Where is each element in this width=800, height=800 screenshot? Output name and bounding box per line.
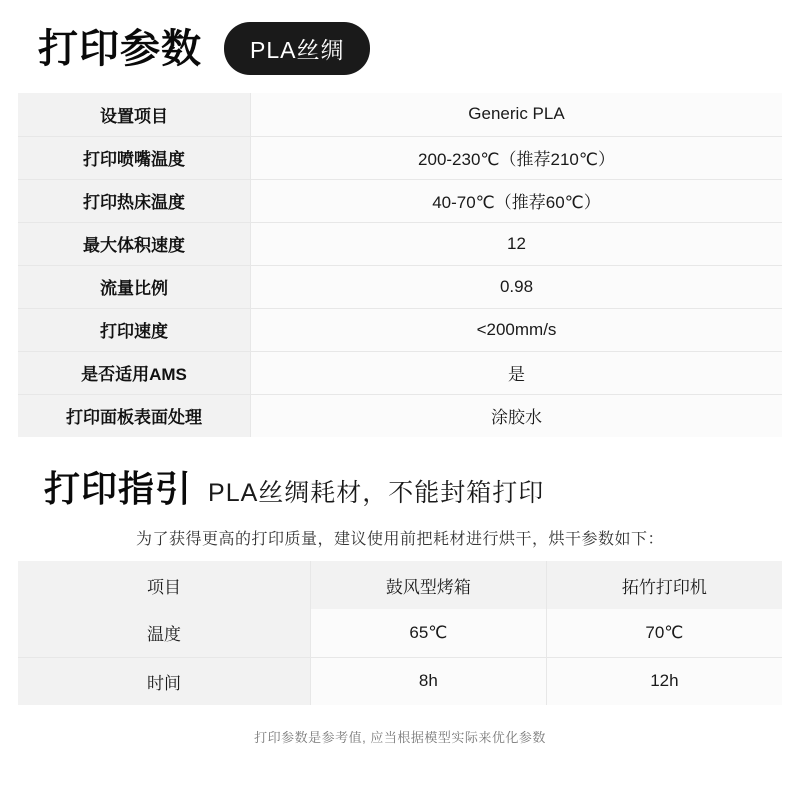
param-value: 12 bbox=[251, 222, 783, 265]
dry-row-printer-value: 12h bbox=[650, 671, 679, 691]
dry-header-item: 项目 bbox=[18, 561, 311, 609]
param-value: 是 bbox=[251, 351, 783, 394]
param-value: <200mm/s bbox=[251, 308, 783, 351]
guide-header bbox=[0, 437, 800, 512]
dry-row-oven-value: 8h bbox=[311, 657, 547, 705]
param-label: 流量比例 bbox=[18, 265, 251, 308]
dry-header-oven: 鼓风型烤箱 bbox=[311, 561, 547, 609]
page-title: 打印参数 bbox=[38, 26, 202, 71]
dry-row-printer-value: 70℃ bbox=[546, 609, 782, 657]
table-row bbox=[18, 265, 782, 308]
param-value: 0.98 bbox=[251, 265, 783, 308]
param-value: 40-70℃（推荐60℃） bbox=[251, 179, 783, 222]
guide-subtitle: PLA丝绸耗材，不能封箱打印 bbox=[208, 479, 545, 507]
page-header bbox=[0, 0, 800, 89]
param-value: 涂胶水 bbox=[251, 394, 783, 437]
param-value: 200-230℃（推荐210℃） bbox=[251, 136, 783, 179]
drying-parameters-table bbox=[18, 561, 782, 705]
dry-header-printer: 拓竹打印机 bbox=[546, 561, 782, 609]
param-label: 设置项目 bbox=[18, 93, 251, 136]
table-row bbox=[18, 609, 782, 657]
table-row bbox=[18, 136, 782, 179]
dry-row-oven-value: 65℃ bbox=[311, 609, 547, 657]
param-label: 打印喷嘴温度 bbox=[18, 136, 251, 179]
param-label: 打印热床温度 bbox=[18, 179, 251, 222]
table-row bbox=[18, 222, 782, 265]
table-row bbox=[18, 394, 782, 437]
table-row bbox=[18, 179, 782, 222]
table-row bbox=[18, 308, 782, 351]
material-badge: PLA丝绸 bbox=[224, 22, 370, 75]
param-label: 打印面板表面处理 bbox=[18, 394, 251, 437]
table-header-row bbox=[18, 561, 782, 609]
dry-row-label: 温度 bbox=[18, 609, 311, 657]
param-label: 打印速度 bbox=[18, 308, 251, 351]
table-row bbox=[18, 657, 782, 705]
table-row bbox=[18, 93, 782, 136]
param-label: 最大体积速度 bbox=[18, 222, 251, 265]
guide-title: 打印指引 bbox=[44, 468, 193, 509]
print-parameters-table bbox=[18, 93, 782, 437]
param-value: Generic PLA bbox=[251, 93, 783, 136]
param-label: 是否适用AMS bbox=[18, 351, 251, 394]
table-row bbox=[18, 351, 782, 394]
footnote: 打印参数是参考值, 应当根据模型实际来优化参数 bbox=[254, 730, 546, 745]
guide-note: 为了获得更高的打印质量，建议使用前把耗材进行烘干，烘干参数如下： bbox=[135, 531, 664, 548]
dry-row-label: 时间 bbox=[18, 657, 311, 705]
